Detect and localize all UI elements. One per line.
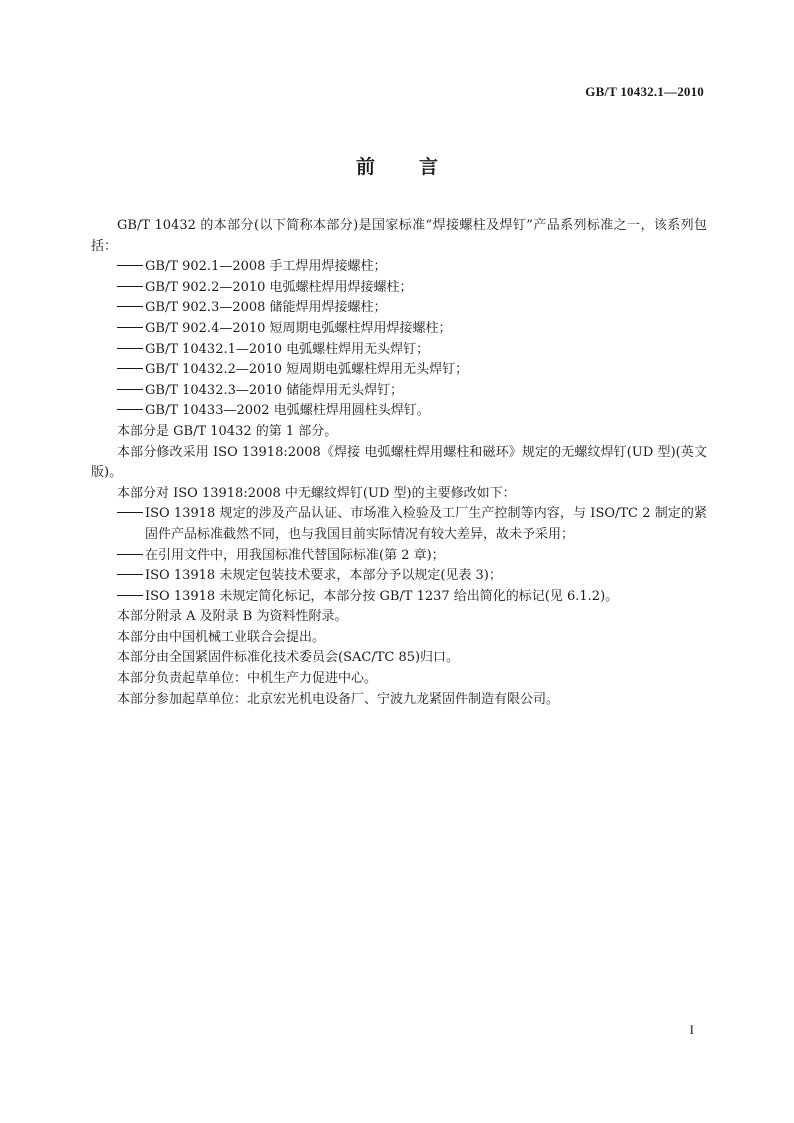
changes-list: [91, 504, 707, 607]
part-statement: 本部分是 GB/T 10432 的第 1 部分。: [117, 423, 338, 439]
list-item: ISO 13918 未规定包装技术要求，本部分予以规定(见表 3)；: [91, 566, 707, 587]
changes-intro: 本部分对 ISO 13918:2008 中无螺纹焊钉(UD 型)的主要修改如下：: [117, 485, 516, 501]
list-item: GB/T 902.4—2010 短周期电弧螺柱焊用焊接螺柱；: [91, 319, 707, 340]
proposed-by-statement: 本部分由中国机械工业联合会提出。: [117, 629, 326, 645]
dash-mark: [117, 257, 145, 278]
list-item: GB/T 10432.2—2010 短周期电弧螺柱焊用无头焊钉；: [91, 360, 707, 381]
participants-statement: 本部分参加起草单位：北京宏光机电设备厂、宁波九龙紧固件制造有限公司。: [117, 691, 560, 707]
dash-mark: [117, 566, 145, 587]
list-item: GB/T 902.2—2010 电弧螺柱焊用焊接螺柱；: [91, 278, 707, 299]
list-item: GB/T 10433—2002 电弧螺柱焊用圆柱头焊钉。: [91, 401, 707, 422]
dash-mark: [117, 401, 145, 422]
list-item: GB/T 902.1—2008 手工焊用焊接螺柱；: [91, 257, 707, 278]
list-item: ISO 13918 规定的涉及产品认证、市场准入检验及工厂生产控制等内容，与 ISO/TC 2 制定的紧固件产品标准截然不同，也与我国目前实际情况有较大差异，故未予采用；: [91, 504, 707, 545]
managed-by-statement: 本部分由全国紧固件标准化技术委员会(SAC/TC 85)归口。: [117, 650, 460, 666]
dash-mark: [117, 298, 145, 319]
foreword-body: [91, 216, 707, 710]
dash-mark: [117, 546, 145, 567]
page-number: I: [689, 1022, 694, 1037]
standard-code-header: GB/T 10432.1—2010: [585, 84, 704, 99]
annex-statement: 本部分附录 A 及附录 B 为资料性附录。: [117, 609, 348, 625]
title-char-1: 前: [355, 156, 375, 178]
list-item: GB/T 10432.3—2010 储能焊用无头焊钉；: [91, 381, 707, 402]
page-title: [0, 152, 794, 179]
standard-series-list: [91, 257, 707, 422]
modification-statement: 本部分修改采用 ISO 13918:2008《焊接 电弧螺柱焊用螺柱和磁环》规定的无螺纹焊钉(UD 型)(英文版)。: [91, 444, 707, 481]
list-item: 在引用文件中，用我国标准代替国际标准(第 2 章)；: [91, 546, 707, 567]
dash-mark: [117, 319, 145, 340]
dash-mark: [117, 360, 145, 381]
dash-mark: [117, 587, 145, 608]
title-char-2: 言: [419, 156, 439, 178]
list-item: GB/T 902.3—2008 储能焊用焊接螺柱；: [91, 298, 707, 319]
dash-mark: [117, 381, 145, 402]
list-item: GB/T 10432.1—2010 电弧螺柱焊用无头焊钉；: [91, 340, 707, 361]
intro-paragraph: GB/T 10432 的本部分(以下简称本部分)是国家标准“焊接螺柱及焊钉”产品系列标准之一，该系列包括：: [91, 218, 707, 254]
dash-mark: [117, 278, 145, 299]
dash-mark: [117, 340, 145, 361]
list-item: ISO 13918 未规定简化标记，本部分按 GB/T 1237 给出简化的标记(见 6.1.2)。: [91, 587, 707, 608]
drafted-by-statement: 本部分负责起草单位：中机生产力促进中心。: [117, 671, 378, 687]
dash-mark: [117, 504, 145, 525]
